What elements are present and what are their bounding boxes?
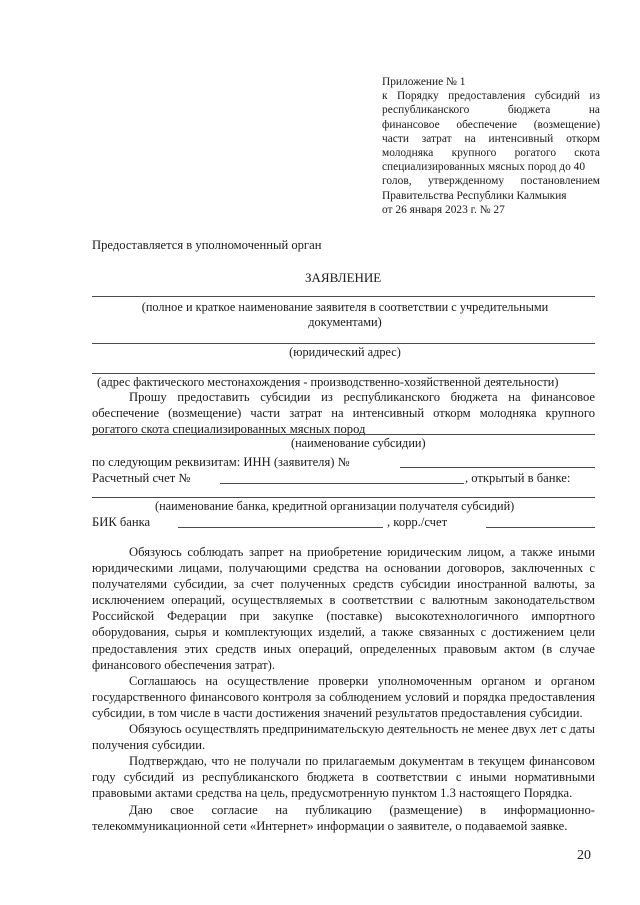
request-line: рогатого скота специализированных мясных пород <box>92 422 366 436</box>
inn-label: по следующим реквизитам: ИНН (заявителя) № <box>92 455 350 469</box>
bik-label: БИК банка <box>92 515 151 529</box>
appendix-line: голов, утвержденному постановлением <box>382 175 600 188</box>
appendix-line: к Порядку предоставления субсидий из <box>382 90 600 103</box>
addressee: Предоставляется в уполномоченный орган <box>92 238 322 252</box>
account-label: Расчетный счет № <box>92 471 191 485</box>
request-line: обеспечение (возмещение) части затрат на интенсивный откорм молодняка крупного <box>92 406 595 420</box>
obligation-paragraph: Соглашаюсь на осуществление проверки уполномоченным органом и органом государственного финансового контроля за соблюдением условий и порядка предоставления субсидии, в том числе в части достижения значений результатов предоставления субсидии. <box>92 673 595 720</box>
appendix-line: части затрат на интенсивный откорм <box>382 132 600 145</box>
actual-address-line[interactable] <box>92 373 595 374</box>
obligations-body <box>92 544 595 834</box>
applicant-name-caption: (полное и краткое наименование заявителя в соответствии с учредительными <box>141 300 549 314</box>
appendix-header <box>382 75 600 217</box>
obligation-paragraph: Обязуюсь соблюдать запрет на приобретение юридическим лицом, а также иными юридическими лицами, получающими средства на основании договоров, заключенных с получателями субсидии, за счет полученных средств субсидии иностранной валюты, за исключением операций, осуществляемых в соответствии с валютным законодательством Российской Федерации при закупке (поставке) высокотехнологичного импортного оборудования, сырья и комплектующих изделий, а также связанных с достижением цели предоставления этих средств иных операций, определенных правовым актом (в случае финансового обеспечения затрат). <box>92 545 595 672</box>
appendix-line: специализированных мясных пород до 40 <box>382 161 586 174</box>
obligation-paragraph: Даю свое согласие на публикацию (размещение) в информационно-телекоммуникационной сети «Интернет» информации о заявителе, о подаваемой заявке. <box>92 802 595 833</box>
opened-in-bank-label: , открытый в банке: <box>465 471 571 485</box>
bank-name-caption: (наименование банка, кредитной организации получателя субсидий) <box>155 499 515 513</box>
request-line: Прошу предоставить субсидии из республиканского бюджета на финансовое <box>129 390 595 404</box>
document-title: ЗАЯВЛЕНИЕ <box>305 270 382 285</box>
page-number: 20 <box>577 848 591 863</box>
applicant-name-line[interactable] <box>92 296 595 297</box>
obligation-paragraph: Обязуюсь осуществлять предпринимательскую деятельность не менее двух лет с даты получения субсидии. <box>92 722 595 753</box>
bank-name-line[interactable] <box>92 497 595 498</box>
subsidy-name-line[interactable] <box>92 434 595 435</box>
applicant-name-caption: документами) <box>308 315 382 329</box>
account-field[interactable] <box>220 483 464 484</box>
bik-field[interactable] <box>178 527 383 528</box>
appendix-line: финансовое обеспечение (возмещение) <box>382 118 600 131</box>
appendix-line: Приложение № 1 <box>382 76 466 88</box>
actual-address-caption: (адрес фактического местонахождения - производственно-хозяйственной деятельности) <box>97 375 559 389</box>
appendix-line: молодняка крупного рогатого скота <box>382 147 600 160</box>
legal-address-line[interactable] <box>92 343 595 344</box>
appendix-line: республиканского бюджета на <box>382 104 600 117</box>
obligation-paragraph: Подтверждаю, что не получали по прилагаемым документам в текущем финансовом году субсидий из республиканского бюджета в соответствии с иными нормативными правовыми актами средства на цель, предусмотренную пунктом 1.3 настоящего Порядка. <box>92 754 595 801</box>
corr-account-label: , корр./счет <box>387 515 448 529</box>
appendix-line: Правительства Республики Калмыкия <box>382 189 567 202</box>
corr-account-field[interactable] <box>486 527 595 528</box>
subsidy-name-caption: (наименование субсидии) <box>291 436 426 450</box>
appendix-line: от 26 января 2023 г. № 27 <box>382 203 505 216</box>
inn-field[interactable] <box>400 467 595 468</box>
legal-address-caption: (юридический адрес) <box>289 345 401 359</box>
